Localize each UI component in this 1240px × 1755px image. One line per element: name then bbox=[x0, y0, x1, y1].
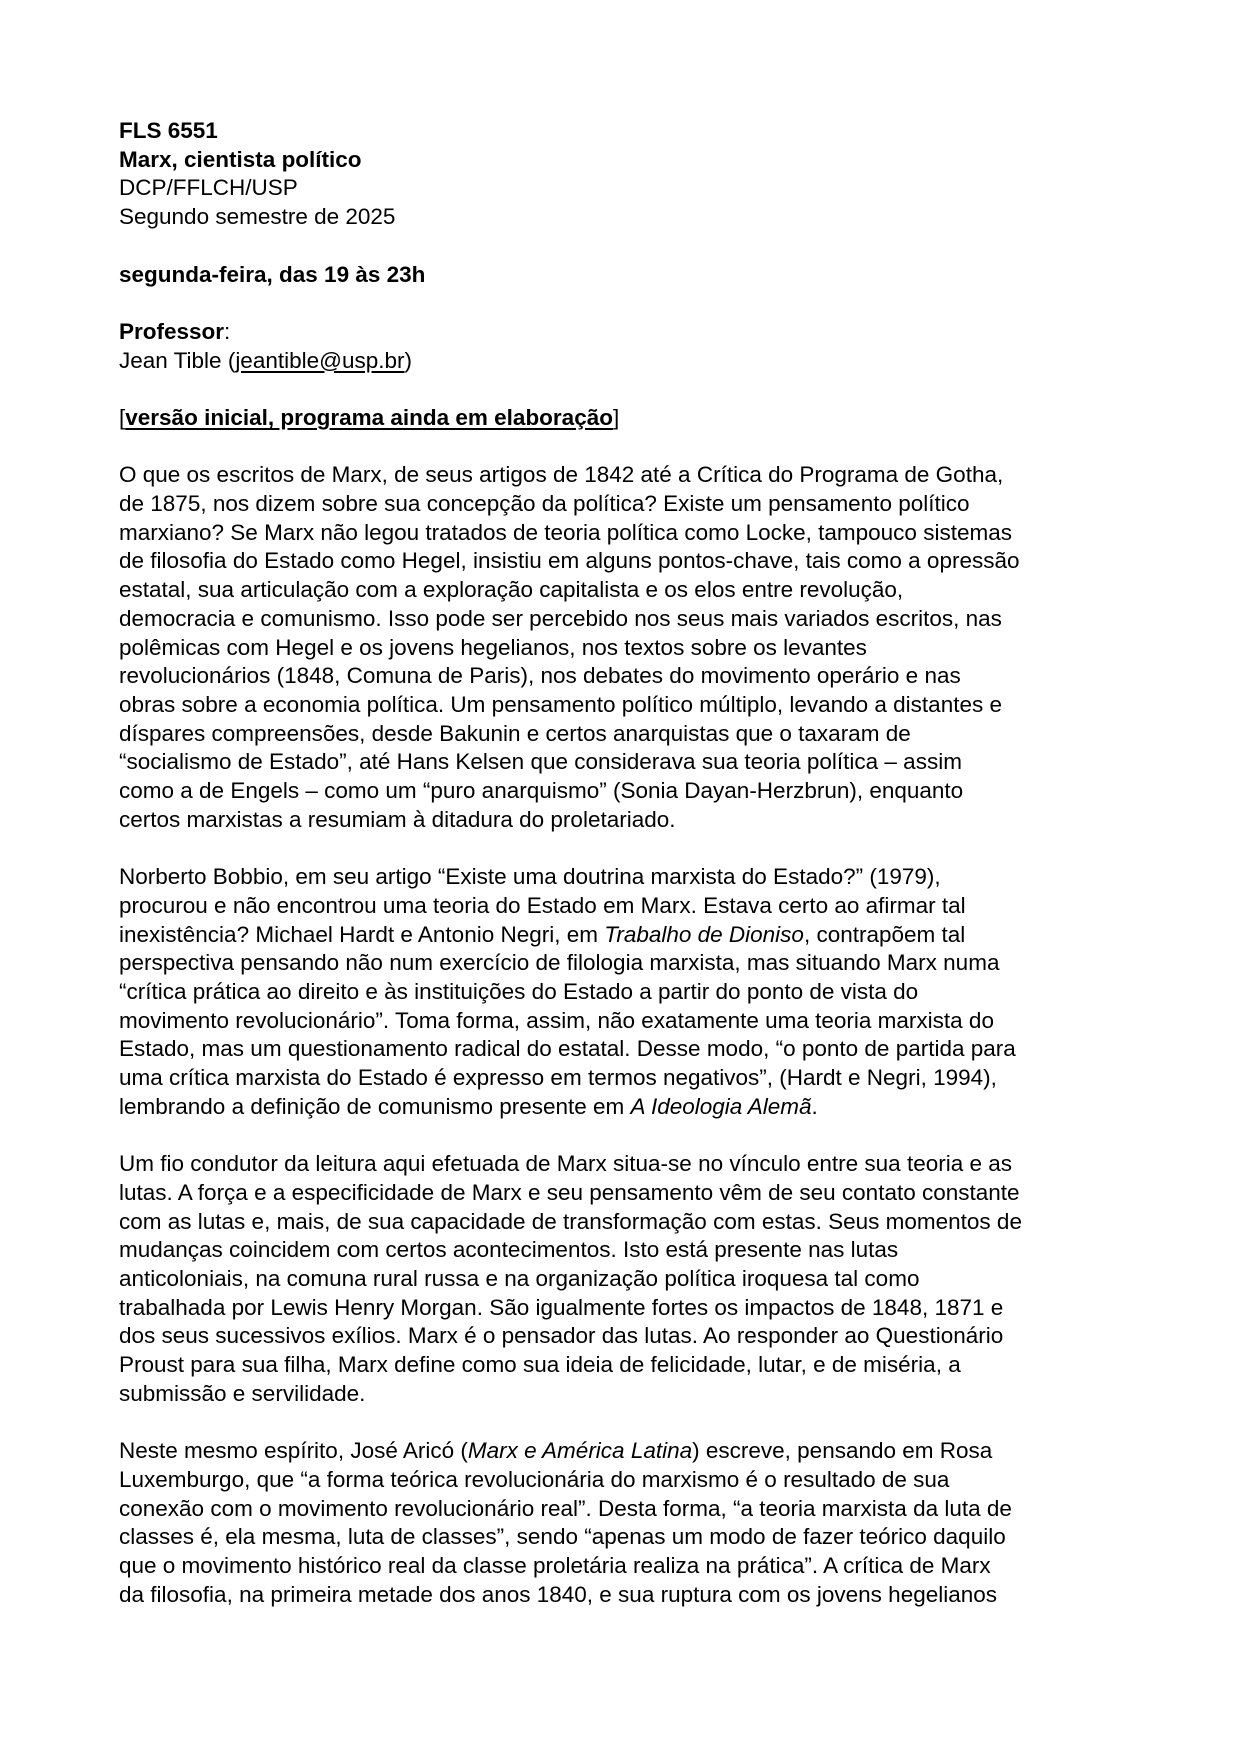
department: DCP/FFLCH/USP bbox=[119, 175, 298, 201]
semester: Segundo semestre de 2025 bbox=[119, 204, 396, 230]
course-code: FLS 6551 bbox=[119, 118, 218, 143]
professor-label-line: Professor: bbox=[119, 318, 231, 344]
version-note-text: versão inicial, programa ainda em elaboração bbox=[125, 404, 613, 430]
course-title: Marx, cientista político bbox=[119, 146, 362, 172]
paragraph-3: Um fio condutor da leitura aqui efetuada de Marx situa-se no vínculo entre sua teoria e as lutas. A força e a especificidade de Marx e seu pensamento vêm de seu contato constante com as lutas e, mais, de sua capacidade de transformação com estas. Seus momentos de mudanças coincidem com certos acontecimentos. Isto está presente nas lutas anticoloniais, na comuna rural russa e na organização política iroquesa tal como trabalhada por Lewis Henry Morgan. São igualmente fortes os impactos de 1848, 1871 e dos seus sucessivos exílios. Marx é o pensador das lutas. Ao responder ao Questionário Proust para sua filha, Marx define como sua ideia de felicidade, lutar, e de miséria, a submissão e servilidade. bbox=[119, 1151, 1022, 1406]
paragraph-4: Neste mesmo espírito, José Aricó (Marx e América Latina) escreve, pensando em Rosa Luxemburgo, que “a forma teórica revolucionária do marxismo é o resultado de sua conexão com o movimento revolucionário real”. Desta forma, “a teoria marxista da luta de classes é, ela mesma, luta de classes”, sendo “apenas um modo de fazer teórico daquilo que o movimento histórico real da classe proletária realiza na prática”. A crítica de Marx da filosofia, na primeira metade dos anos 1840, e sua ruptura com os jovens hegelianos bbox=[119, 1438, 1012, 1607]
book-title-marx-e-america-latina: Marx e América Latina bbox=[467, 1438, 693, 1464]
paragraph-1: O que os escritos de Marx, de seus artigos de 1842 até a Crítica do Programa de Gotha, de 1875, nos dizem sobre sua concepção da política? Existe um pensamento político marxiano? Se Marx não legou tratados de teoria política como Locke, tampouco sistemas de filosofia do Estado como Hegel, insistiu em alguns pontos-chave, tais como a opressão estatal, sua articulação com a exploração capitalista e os elos entre revolução, democracia e comunismo. Isso pode ser percebido nos seus mais variados escritos, nas polêmicas com Hegel e os jovens hegelianos, nos textos sobre os levantes revolucionários (1848, Comuna de Paris), nos debates do movimento operário e nas obras sobre a economia política. Um pensamento político múltiplo, levando a distantes e díspares compreensões, desde Bakunin e certos anarquistas que o taxaram de “socialismo de Estado”, até Hans Kelsen que considerava sua teoria política – assim como a de Engels – como um “puro anarquismo” (Sonia Dayan-Herzbrun), enquanto certos marxistas a resumiam à ditadura do proletariado. bbox=[119, 462, 1020, 832]
professor-block bbox=[119, 318, 1124, 375]
schedule: segunda-feira, das 19 às 23h bbox=[119, 261, 426, 287]
professor-name: Jean Tible ( bbox=[119, 347, 236, 373]
book-title-ideologia-alema: A Ideologia Alemã bbox=[630, 1093, 812, 1119]
paragraph-2: Norberto Bobbio, em seu artigo “Existe uma doutrina marxista do Estado?” (1979), procurou e não encontrou uma teoria do Estado em Marx. Estava certo ao afirmar tal inexistência? Michael Hardt e Antonio Negri, em Trabalho de Dioniso, contrapõem tal perspectiva pensando não num exercício de filologia marxista, mas situando Marx numa “crítica prática ao direito e às instituições do Estado a partir do ponto de vista do movimento revolucionário”. Toma forma, assim, não exatamente uma teoria marxista do Estado, mas um questionamento radical do estatal. Desse modo, “o ponto de partida para uma crítica marxista do Estado é expresso em termos negativos”, (Hardt e Negri, 1994), lembrando a definição de comunismo presente em A Ideologia Alemã. bbox=[119, 864, 1016, 1119]
version-note: [versão inicial, programa ainda em elaboração] bbox=[119, 404, 620, 430]
professor-name-line: Jean Tible (jeantible@usp.br) bbox=[119, 347, 413, 373]
book-title-trabalho-de-dioniso: Trabalho de Dioniso bbox=[604, 921, 804, 947]
professor-label: Professor bbox=[119, 318, 225, 344]
course-header bbox=[119, 117, 1124, 232]
document-page bbox=[119, 117, 1124, 1638]
professor-email-link[interactable]: jeantible@usp.br bbox=[235, 347, 405, 373]
